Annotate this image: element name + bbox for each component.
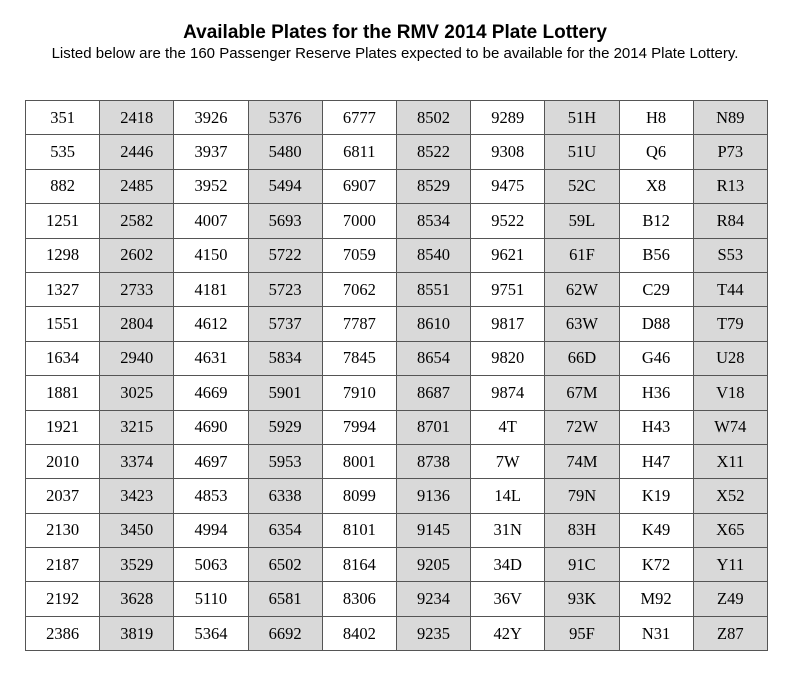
plate-cell: 2940 — [100, 341, 174, 375]
plate-cell: H36 — [619, 376, 693, 410]
plate-cell: 6581 — [248, 582, 322, 616]
plate-cell: 1327 — [26, 272, 100, 306]
plate-cell: 9621 — [471, 238, 545, 272]
plate-cell: 351 — [26, 101, 100, 135]
plate-cell: 2804 — [100, 307, 174, 341]
plate-cell: 4007 — [174, 204, 248, 238]
plate-cell: 5929 — [248, 410, 322, 444]
plate-cell: 2733 — [100, 272, 174, 306]
plate-cell: X8 — [619, 169, 693, 203]
plate-cell: 62W — [545, 272, 619, 306]
table-row — [26, 341, 768, 375]
plate-cell: 7994 — [322, 410, 396, 444]
plate-cell: 4994 — [174, 513, 248, 547]
plate-cell: 882 — [26, 169, 100, 203]
plate-cell: 5063 — [174, 548, 248, 582]
table-row — [26, 376, 768, 410]
plate-cell: 95F — [545, 616, 619, 650]
plate-cell: 1881 — [26, 376, 100, 410]
plate-cell: 5494 — [248, 169, 322, 203]
plate-cell: B56 — [619, 238, 693, 272]
plate-cell: 8529 — [396, 169, 470, 203]
plate-cell: 4612 — [174, 307, 248, 341]
plate-cell: 93K — [545, 582, 619, 616]
plate-cell: 7000 — [322, 204, 396, 238]
plate-cell: 3937 — [174, 135, 248, 169]
plate-cell: 8738 — [396, 444, 470, 478]
plate-cell: 5480 — [248, 135, 322, 169]
plate-cell: 8522 — [396, 135, 470, 169]
plates-table-body — [26, 101, 768, 651]
plate-cell: 2037 — [26, 479, 100, 513]
plate-cell: 2010 — [26, 444, 100, 478]
plate-cell: 5376 — [248, 101, 322, 135]
plate-cell: 8402 — [322, 616, 396, 650]
plate-cell: Z87 — [693, 616, 767, 650]
plate-cell: 1251 — [26, 204, 100, 238]
plate-cell: 42Y — [471, 616, 545, 650]
plate-cell: S53 — [693, 238, 767, 272]
plate-cell: 9751 — [471, 272, 545, 306]
plate-cell: 3450 — [100, 513, 174, 547]
plate-cell: T79 — [693, 307, 767, 341]
plate-cell: 74M — [545, 444, 619, 478]
plate-cell: 9235 — [396, 616, 470, 650]
plate-cell: 4697 — [174, 444, 248, 478]
plate-cell: 9289 — [471, 101, 545, 135]
plate-cell: 8534 — [396, 204, 470, 238]
plate-cell: 2192 — [26, 582, 100, 616]
plate-cell: 8654 — [396, 341, 470, 375]
plate-cell: Q6 — [619, 135, 693, 169]
plate-cell: 2582 — [100, 204, 174, 238]
plate-cell: 8101 — [322, 513, 396, 547]
plate-cell: Z49 — [693, 582, 767, 616]
plate-cell: 5834 — [248, 341, 322, 375]
plate-cell: N89 — [693, 101, 767, 135]
plate-cell: 79N — [545, 479, 619, 513]
plate-cell: V18 — [693, 376, 767, 410]
plate-cell: 67M — [545, 376, 619, 410]
plate-cell: 5737 — [248, 307, 322, 341]
plate-cell: 1298 — [26, 238, 100, 272]
plate-cell: M92 — [619, 582, 693, 616]
plate-cell: T44 — [693, 272, 767, 306]
plate-cell: 8540 — [396, 238, 470, 272]
plate-cell: 5953 — [248, 444, 322, 478]
plate-cell: 34D — [471, 548, 545, 582]
plate-cell: 6777 — [322, 101, 396, 135]
plate-cell: 6502 — [248, 548, 322, 582]
plate-cell: 3374 — [100, 444, 174, 478]
plate-cell: 4150 — [174, 238, 248, 272]
plate-cell: 66D — [545, 341, 619, 375]
plate-cell: 7787 — [322, 307, 396, 341]
plate-cell: 9136 — [396, 479, 470, 513]
plate-cell: Y11 — [693, 548, 767, 582]
plate-cell: X52 — [693, 479, 767, 513]
table-row — [26, 444, 768, 478]
plate-cell: 1551 — [26, 307, 100, 341]
plate-cell: 3529 — [100, 548, 174, 582]
plate-cell: 9817 — [471, 307, 545, 341]
plate-cell: D88 — [619, 307, 693, 341]
page-subtitle: Listed below are the 160 Passenger Reserve Plates expected to be available for the 2014 Plate Lottery. — [51, 45, 739, 62]
plate-cell: 5364 — [174, 616, 248, 650]
plate-cell: 8099 — [322, 479, 396, 513]
plate-cell: 8306 — [322, 582, 396, 616]
page-title: Available Plates for the RMV 2014 Plate Lottery — [183, 22, 607, 43]
plate-cell: 5901 — [248, 376, 322, 410]
plate-cell: 36V — [471, 582, 545, 616]
plate-cell: 1921 — [26, 410, 100, 444]
plate-cell: K72 — [619, 548, 693, 582]
plate-cell: 9522 — [471, 204, 545, 238]
plate-cell: 72W — [545, 410, 619, 444]
plate-cell: R13 — [693, 169, 767, 203]
plate-cell: 4631 — [174, 341, 248, 375]
plate-cell: K49 — [619, 513, 693, 547]
plate-cell: 2187 — [26, 548, 100, 582]
plate-cell: P73 — [693, 135, 767, 169]
plate-cell: 6692 — [248, 616, 322, 650]
plate-cell: 6338 — [248, 479, 322, 513]
table-row — [26, 548, 768, 582]
plate-cell: H43 — [619, 410, 693, 444]
plate-cell: U28 — [693, 341, 767, 375]
table-row — [26, 101, 768, 135]
plate-cell: 8001 — [322, 444, 396, 478]
plate-cell: 3215 — [100, 410, 174, 444]
plate-cell: 8687 — [396, 376, 470, 410]
plate-cell: 3628 — [100, 582, 174, 616]
plate-cell: 535 — [26, 135, 100, 169]
plate-cell: X65 — [693, 513, 767, 547]
plate-cell: 7062 — [322, 272, 396, 306]
plate-cell: 7W — [471, 444, 545, 478]
plate-cell: 52C — [545, 169, 619, 203]
plate-cell: 83H — [545, 513, 619, 547]
table-row — [26, 307, 768, 341]
plate-cell: H8 — [619, 101, 693, 135]
plate-cell: C29 — [619, 272, 693, 306]
plate-cell: 6354 — [248, 513, 322, 547]
table-row — [26, 204, 768, 238]
plate-cell: 4690 — [174, 410, 248, 444]
table-row — [26, 169, 768, 203]
plate-cell: K19 — [619, 479, 693, 513]
plate-cell: 4853 — [174, 479, 248, 513]
plate-cell: 7845 — [322, 341, 396, 375]
plate-cell: 3025 — [100, 376, 174, 410]
plate-cell: 4T — [471, 410, 545, 444]
plate-cell: 2130 — [26, 513, 100, 547]
plate-cell: B12 — [619, 204, 693, 238]
plate-cell: W74 — [693, 410, 767, 444]
plate-cell: 9145 — [396, 513, 470, 547]
plate-cell: 3819 — [100, 616, 174, 650]
plate-cell: 51H — [545, 101, 619, 135]
table-row — [26, 513, 768, 547]
plate-cell: 9308 — [471, 135, 545, 169]
plate-cell: 9475 — [471, 169, 545, 203]
plate-cell: 5693 — [248, 204, 322, 238]
plate-cell: 4669 — [174, 376, 248, 410]
table-row — [26, 135, 768, 169]
plate-cell: 2446 — [100, 135, 174, 169]
table-row — [26, 479, 768, 513]
plate-cell: 7059 — [322, 238, 396, 272]
plate-cell: 59L — [545, 204, 619, 238]
plate-cell: N31 — [619, 616, 693, 650]
plate-cell: 6907 — [322, 169, 396, 203]
plate-cell: X11 — [693, 444, 767, 478]
plate-cell: 1634 — [26, 341, 100, 375]
plate-cell: G46 — [619, 341, 693, 375]
plate-cell: 3952 — [174, 169, 248, 203]
table-row — [26, 582, 768, 616]
table-row — [26, 238, 768, 272]
plate-cell: 61F — [545, 238, 619, 272]
plate-cell: 7910 — [322, 376, 396, 410]
plate-cell: 9820 — [471, 341, 545, 375]
plate-cell: 8164 — [322, 548, 396, 582]
plate-cell: 91C — [545, 548, 619, 582]
plate-cell: 6811 — [322, 135, 396, 169]
plate-cell: 4181 — [174, 272, 248, 306]
plate-cell: 9874 — [471, 376, 545, 410]
plate-cell: 2418 — [100, 101, 174, 135]
plate-cell: 5110 — [174, 582, 248, 616]
plate-cell: 63W — [545, 307, 619, 341]
plate-cell: 9234 — [396, 582, 470, 616]
plate-cell: R84 — [693, 204, 767, 238]
plate-cell: 2602 — [100, 238, 174, 272]
plate-cell: 8551 — [396, 272, 470, 306]
table-row — [26, 410, 768, 444]
plate-cell: H47 — [619, 444, 693, 478]
plate-cell: 5722 — [248, 238, 322, 272]
plate-cell: 3423 — [100, 479, 174, 513]
table-row — [26, 272, 768, 306]
plate-cell: 51U — [545, 135, 619, 169]
plate-cell: 8701 — [396, 410, 470, 444]
plate-cell: 2485 — [100, 169, 174, 203]
plate-cell: 9205 — [396, 548, 470, 582]
plate-cell: 3926 — [174, 101, 248, 135]
plate-cell: 5723 — [248, 272, 322, 306]
plates-table — [25, 100, 768, 651]
plate-cell: 14L — [471, 479, 545, 513]
plate-cell: 8610 — [396, 307, 470, 341]
plate-cell: 31N — [471, 513, 545, 547]
plate-cell: 2386 — [26, 616, 100, 650]
table-row — [26, 616, 768, 650]
plate-cell: 8502 — [396, 101, 470, 135]
